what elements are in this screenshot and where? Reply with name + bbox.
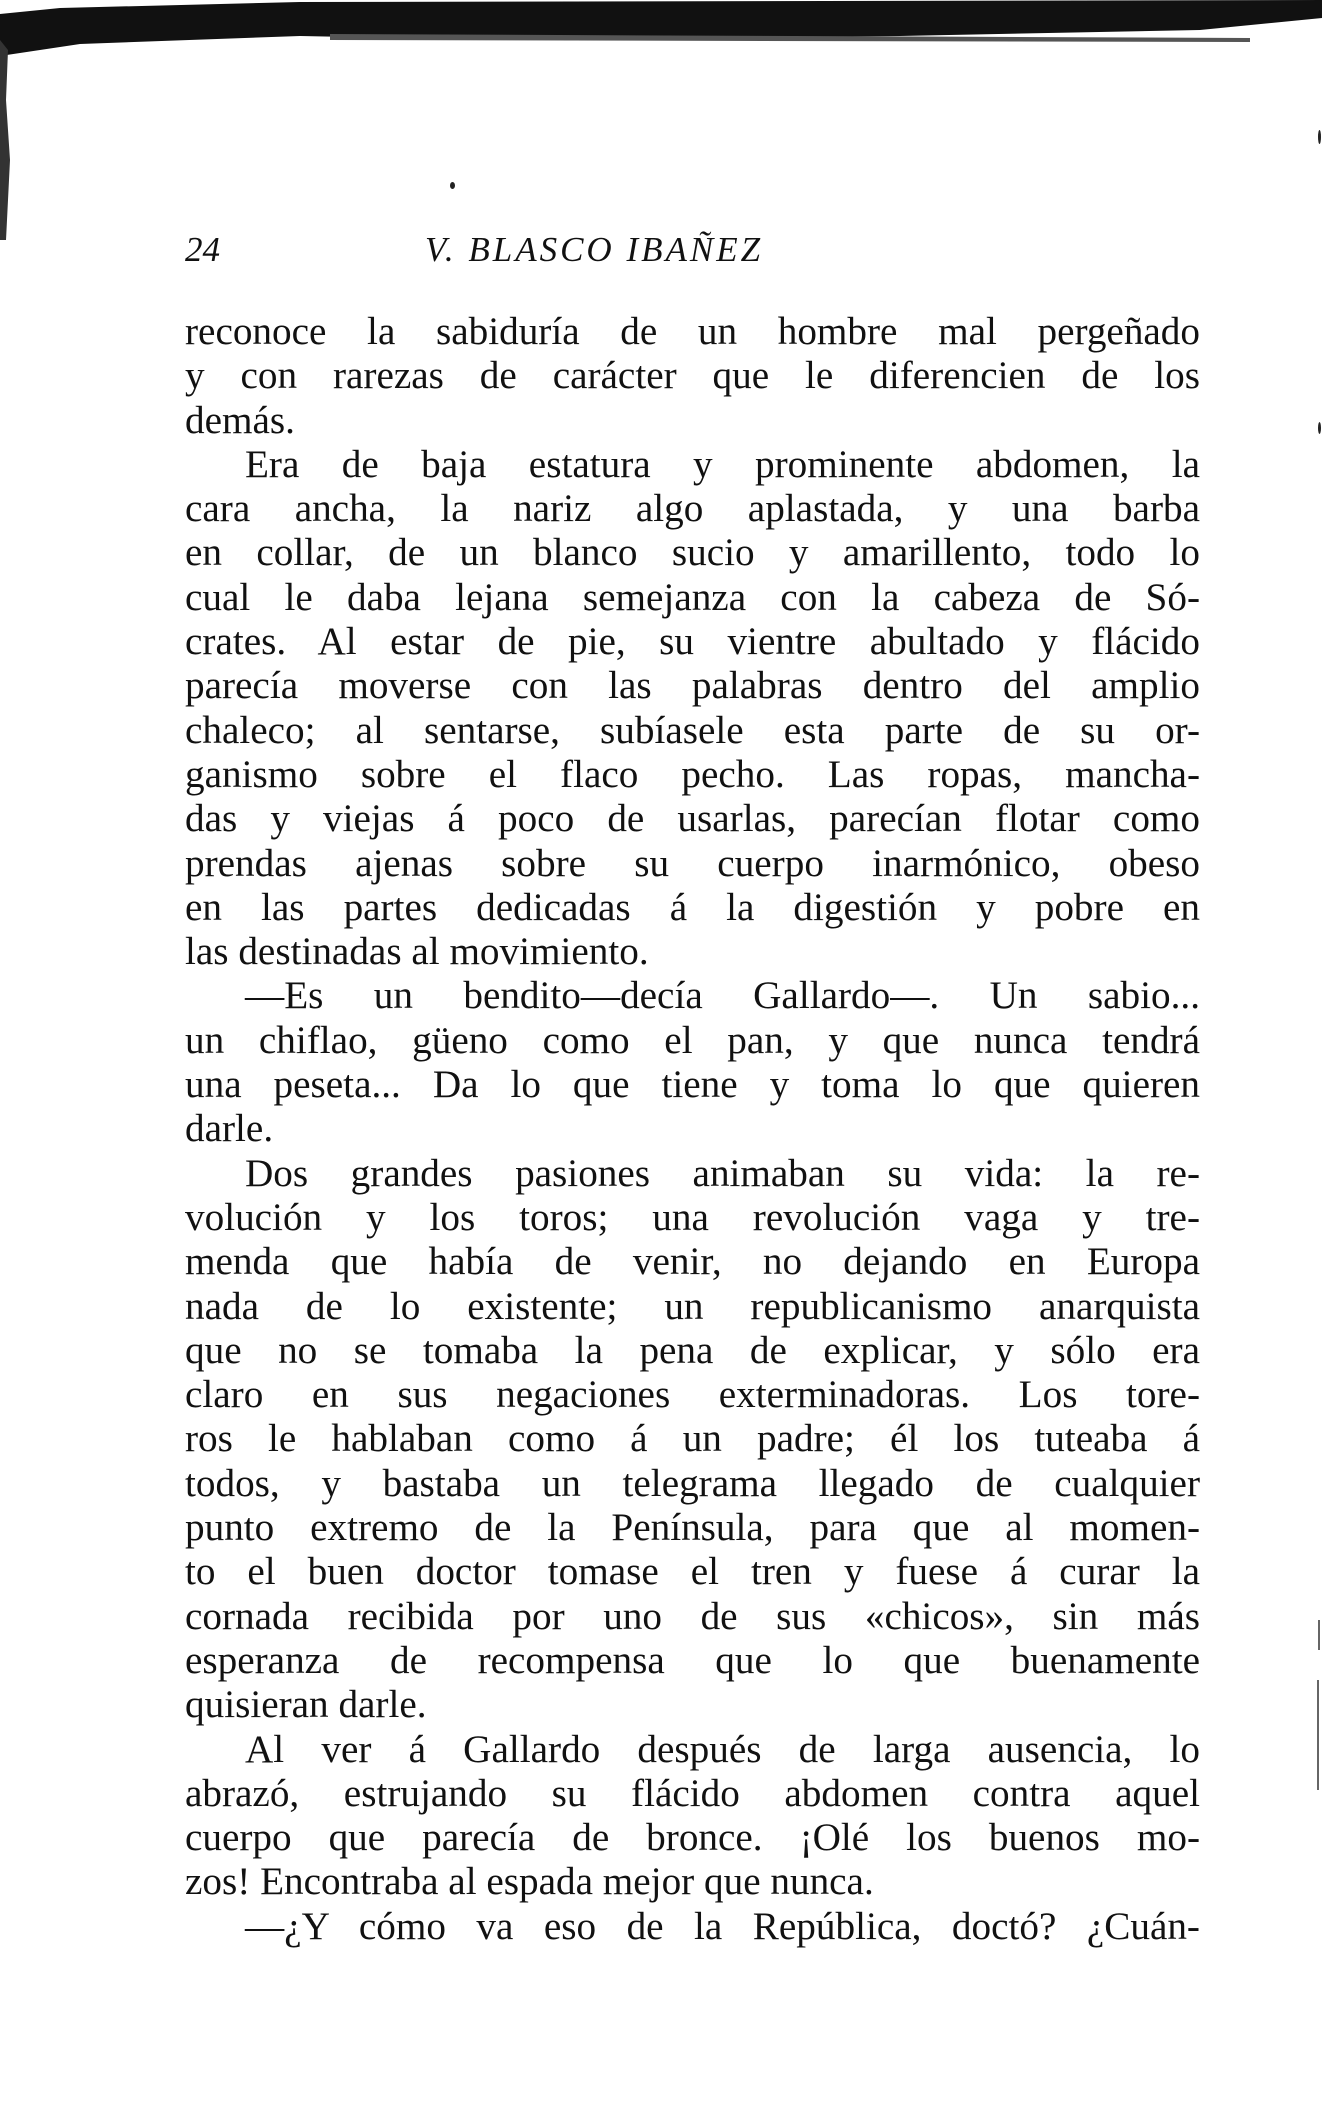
ink-speck	[1318, 422, 1321, 434]
text-line: zos! Encontraba al espada mejor que nunca.	[185, 1860, 874, 1904]
running-head: V. BLASCO IBAÑEZ	[425, 230, 764, 269]
text-line: y con rarezas de carácter que le diferencien de los	[185, 354, 1200, 398]
text-line: chaleco; al sentarse, subíasele esta parte de su or-	[185, 708, 1200, 752]
ink-speck	[1318, 130, 1321, 144]
text-line: en collar, de un blanco sucio y amarillento, todo lo	[185, 531, 1200, 575]
text-line: volución y los toros; una revolución vaga y tre-	[185, 1195, 1200, 1239]
text-line: todos, y bastaba un telegrama llegado de cualquier	[185, 1461, 1200, 1505]
text-line: demás.	[185, 398, 295, 442]
text-line: cual le daba lejana semejanza con la cabeza de Só-	[185, 575, 1200, 619]
scan-edge-shadow	[0, 0, 1322, 60]
text-line: darle.	[185, 1107, 274, 1151]
text-line: parecía moverse con las palabras dentro del amplio	[185, 664, 1200, 708]
text-line: —¿Y cómo va eso de la República, doctó? ¿Cuán-	[245, 1904, 1200, 1948]
text-line: ganismo sobre el flaco pecho. Las ropas, mancha-	[185, 752, 1200, 796]
text-line: Era de baja estatura y prominente abdomen, la	[245, 442, 1200, 486]
text-line: en las partes dedicadas á la digestión y pobre en	[185, 885, 1200, 929]
text-line: las destinadas al movimiento.	[185, 930, 649, 974]
text-line: abrazó, estrujando su flácido abdomen contra aquel	[185, 1771, 1200, 1815]
text-line: ros le hablaban como á un padre; él los tuteaba á	[185, 1417, 1200, 1461]
text-line: claro en sus negaciones exterminadoras. Los tore-	[185, 1373, 1200, 1417]
scan-left-edge	[0, 40, 14, 240]
text-line: Al ver á Gallardo después de larga ausencia, lo	[245, 1727, 1200, 1771]
text-line: quisieran darle.	[185, 1683, 427, 1727]
text-line: un chiflao, güeno como el pan, y que nunca tendrá	[185, 1018, 1200, 1062]
text-line: Dos grandes pasiones animaban su vida: la re-	[245, 1151, 1200, 1195]
page-number: 24	[185, 230, 220, 269]
text-line: crates. Al estar de pie, su vientre abultado y flácido	[185, 620, 1200, 664]
text-line: to el buen doctor tomase el tren y fuese á curar la	[185, 1550, 1200, 1594]
text-line: nada de lo existente; un republicanismo anarquista	[185, 1284, 1200, 1328]
text-line: una peseta... Da lo que tiene y toma lo que quieren	[185, 1063, 1200, 1107]
text-line: que no se tomaba la pena de explicar, y sólo era	[185, 1328, 1200, 1372]
text-line: cuerpo que parecía de bronce. ¡Olé los buenos mo-	[185, 1816, 1200, 1860]
page-header	[185, 230, 1200, 280]
text-line: cornada recibida por uno de sus «chicos», sin más	[185, 1594, 1200, 1638]
ink-speck	[450, 182, 455, 189]
body-text	[185, 310, 1200, 1949]
text-line: das y viejas á poco de usarlas, parecían flotar como	[185, 797, 1200, 841]
text-line: punto extremo de la Península, para que al momen-	[185, 1506, 1200, 1550]
text-line: esperanza de recompensa que lo que buenamente	[185, 1638, 1200, 1682]
text-line: reconoce la sabiduría de un hombre mal pergeñado	[185, 310, 1200, 353]
text-line: cara ancha, la nariz algo aplastada, y una barba	[185, 487, 1200, 531]
scan-right-edge	[1308, 1620, 1322, 1790]
text-line: menda que había de venir, no dejando en Europa	[185, 1240, 1200, 1284]
text-line: —Es un bendito—decía Gallardo—. Un sabio...	[245, 974, 1200, 1018]
text-line: prendas ajenas sobre su cuerpo inarmónico, obeso	[185, 841, 1200, 885]
